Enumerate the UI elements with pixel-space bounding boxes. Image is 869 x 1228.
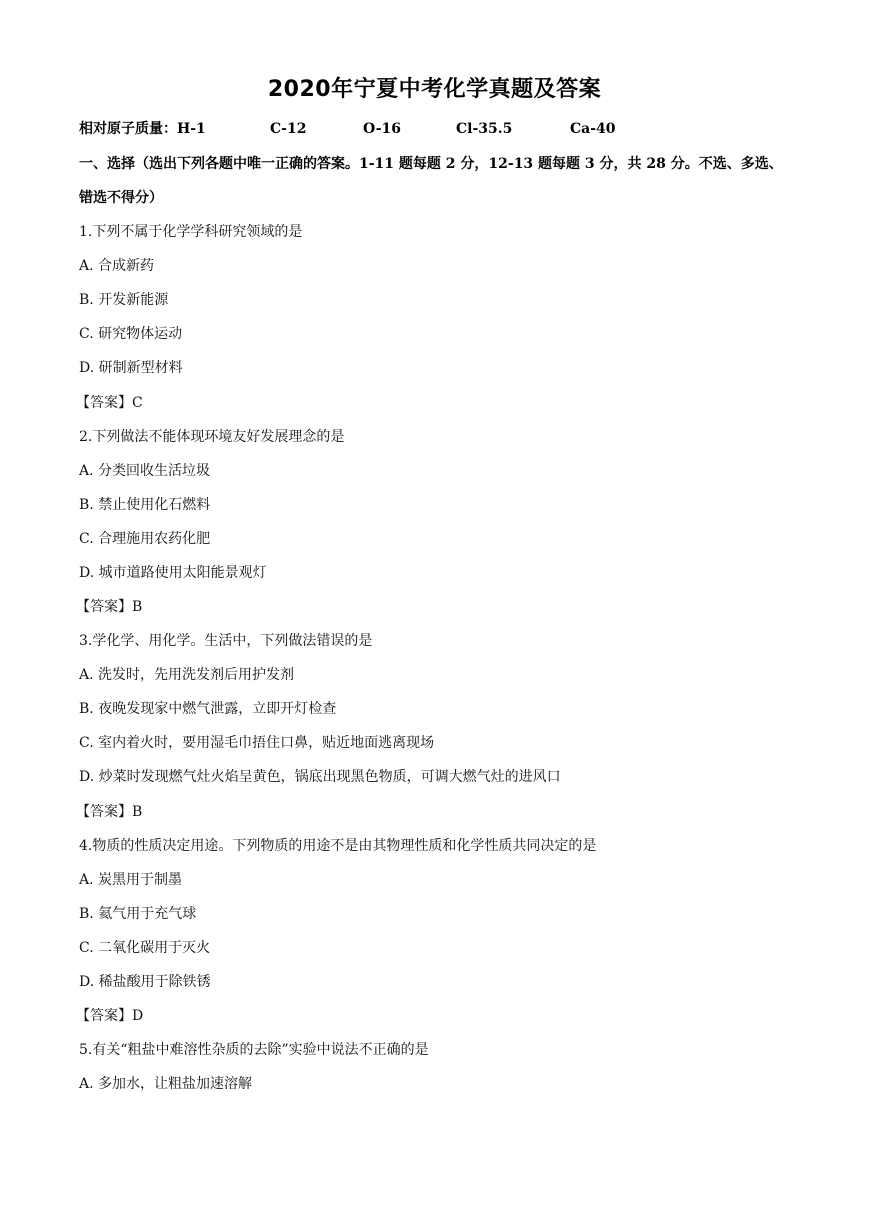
option-c: C. 研究物体运动 <box>79 326 183 342</box>
atomic-mass-ca: Ca-40 <box>570 121 616 137</box>
option-d: D. 城市道路使用太阳能景观灯 <box>79 565 267 581</box>
question-stem: 2.下列做法不能体现环境友好发展理念的是 <box>79 429 345 445</box>
answer: 【答案】B <box>76 599 143 615</box>
option-c: C. 二氧化碳用于灭火 <box>79 940 211 956</box>
answer: 【答案】B <box>76 804 143 820</box>
option-c: C. 合理施用农药化肥 <box>79 531 211 547</box>
question-stem: 5.有关“粗盐中难溶性杂质的去除”实验中说法不正确的是 <box>79 1042 429 1058</box>
option-a: A. 合成新药 <box>79 258 155 274</box>
atomic-masses-label: 相对原子质量： <box>79 121 177 137</box>
option-b: B. 氦气用于充气球 <box>79 906 197 922</box>
page-title: 2020年宁夏中考化学真题及答案 <box>267 77 602 102</box>
section-heading: 一、选择（选出下列各题中唯一正确的答案。1-11 题每题 2 分，12-13 题每题 3 分，共 28 分。不选、多选、 <box>79 156 783 172</box>
section-heading-cont: 错选不得分） <box>79 190 163 206</box>
atomic-mass-c: C-12 <box>270 121 307 137</box>
option-a: A. 洗发时，先用洗发剂后用护发剂 <box>79 667 295 683</box>
atomic-mass-cl: Cl-35.5 <box>456 121 513 137</box>
option-b: B. 夜晚发现家中燃气泄露，立即开灯检查 <box>79 701 337 717</box>
question-stem: 4.物质的性质决定用途。下列物质的用途不是由其物理性质和化学性质共同决定的是 <box>79 838 597 854</box>
question-stem: 1.下列不属于化学学科研究领域的是 <box>79 224 303 240</box>
atomic-mass-h: H-1 <box>177 121 206 137</box>
option-b: B. 禁止使用化石燃料 <box>79 497 211 513</box>
option-d: D. 稀盐酸用于除铁锈 <box>79 974 211 990</box>
option-c: C. 室内着火时，要用湿毛巾捂住口鼻，贴近地面逃离现场 <box>79 735 435 751</box>
answer: 【答案】D <box>76 1008 144 1024</box>
option-a: A. 多加水，让粗盐加速溶解 <box>79 1076 253 1092</box>
question-stem: 3.学化学、用化学。生活中，下列做法错误的是 <box>79 633 373 649</box>
option-a: A. 分类回收生活垃圾 <box>79 463 211 479</box>
option-b: B. 开发新能源 <box>79 292 169 308</box>
option-a: A. 炭黑用于制墨 <box>79 872 183 888</box>
atomic-mass-o: O-16 <box>363 121 402 137</box>
option-d: D. 炒菜时发现燃气灶火焰呈黄色，锅底出现黑色物质，可调大燃气灶的进风口 <box>79 769 561 785</box>
answer: 【答案】C <box>76 395 143 411</box>
atomic-masses-line <box>79 119 779 139</box>
option-d: D. 研制新型材料 <box>79 360 183 376</box>
